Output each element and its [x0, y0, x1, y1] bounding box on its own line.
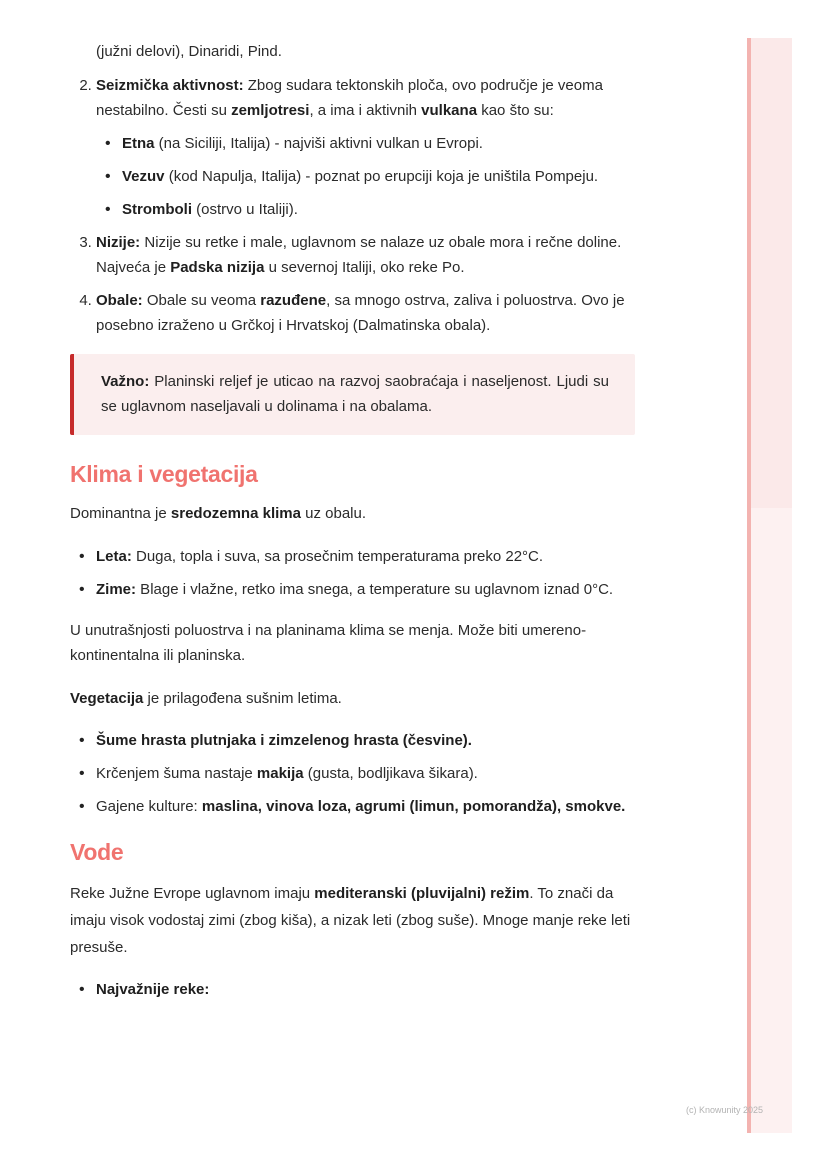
vegetation-item: • Gajene kulture: maslina, vinova loza, agrumi (limun, pomorandža), smokve. — [96, 794, 635, 819]
important-callout — [70, 354, 635, 435]
volcano-item: • Vezuv (kod Napulja, Italija) - poznat po erupciji koja je uništila Pompeju. — [122, 164, 635, 189]
sidebar-highlight — [747, 38, 792, 508]
vegetation-item: • Krčenjem šuma nastaje makija (gusta, bodljikava šikara). — [96, 761, 635, 786]
season-item: • Zime: Blage i vlažne, retko ima snega, a temperature su uglavnom iznad 0°C. — [96, 577, 635, 602]
relief-item-coasts: 4. Obale: Obale su veoma razuđene, sa mnogo ostrva, zaliva i poluostrva. Ovo je posebno izraženo u Grčkoj i Hrvatskoj (Dalmatinska obala). — [96, 288, 635, 338]
vegetation-list — [70, 728, 635, 819]
relief-list-continuation: (južni delovi), Dinaridi, Pind. — [96, 43, 282, 60]
relief-item-seismic: 2. Seizmička aktivnost: Zbog sudara tektonskih ploča, ovo područje je veoma nestabilno. Česti su zemljotresi, a ima i aktivnih vulkana kao što su: • Etna (na Siciliji, Italija) - najviši aktivni vulkan u Evropi. • Vezuv (kod Napulja, Italija) - poznat po erupciji koja je uništila Pompeju. • Stromboli (ostrvo u Italiji). — [96, 73, 635, 222]
volcano-item: • Stromboli (ostrvo u Italiji). — [122, 197, 635, 222]
volcano-list — [96, 131, 635, 222]
seasons-list — [70, 544, 635, 602]
document-content — [70, 0, 635, 1010]
vegetation-paragraph: Vegetacija je prilagođena sušnim letima. — [70, 690, 342, 707]
season-item: • Leta: Duga, topla i suva, sa prosečnim temperaturama preko 22°C. — [96, 544, 635, 569]
rivers-list — [70, 977, 635, 1002]
page-sidebar — [747, 38, 792, 1133]
vegetation-item: • Šume hrasta plutnjaka i zimzelenog hrasta (česvine). — [96, 728, 635, 753]
relief-item-lowlands: 3. Nizije: Nizije su retke i male, uglavnom se nalaze uz obale mora i rečne doline. Najveća je Padska nizija u severnoj Italiji, oko reke Po. — [96, 230, 635, 280]
climate-intro: Dominantna je sredozemna klima uz obalu. — [70, 505, 367, 522]
heading-waters: Vode — [70, 839, 124, 865]
waters-paragraph: Reke Južne Evrope uglavnom imaju mediteranski (pluvijalni) režim. To znači da imaju visok vodostaj zimi (zbog kiša), a nizak leti (zbog suše). Mnoge manje reke leti presuše. — [70, 885, 631, 956]
heading-climate: Klima i vegetacija — [70, 461, 258, 487]
climate-interior-paragraph: U unutrašnjosti poluostrva i na planinama klima se menja. Može biti umereno-kontinentalna ili planinska. — [70, 622, 587, 664]
copyright-footer: (c) Knowunity 2025 — [686, 1105, 764, 1115]
sidebar-divider — [747, 38, 751, 1133]
callout-label: Važno: — [101, 373, 150, 390]
callout-text: Planinski reljef je uticao na razvoj saobraćaja i naseljenost. Ljudi su se uglavnom naseljavali u dolinama i na obalama. — [101, 373, 609, 415]
relief-list — [70, 73, 635, 338]
rivers-item: • Najvažnije reke: — [96, 977, 635, 1002]
volcano-item: • Etna (na Siciliji, Italija) - najviši aktivni vulkan u Evropi. — [122, 131, 635, 156]
